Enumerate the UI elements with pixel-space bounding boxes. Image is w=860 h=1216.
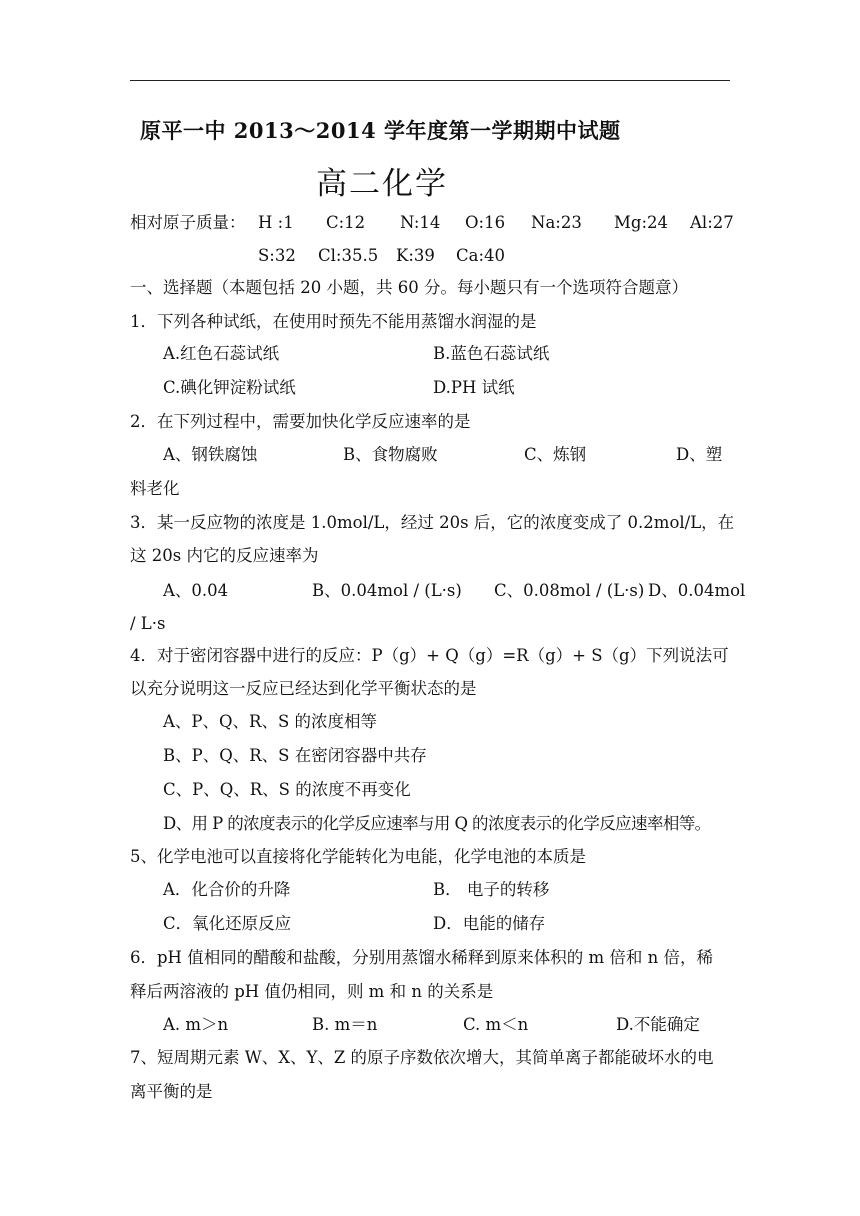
question-stem: 离平衡的是 (130, 1082, 213, 1101)
question-stem: 以充分说明这一反应已经达到化学平衡状态的是 (130, 679, 477, 698)
atomic-mass: Na:23 (531, 213, 582, 232)
atomic-masses-label: 相对原子质量： (130, 213, 246, 232)
question-option: C. m＜n (463, 1015, 529, 1034)
question-option: B、0.04mol / (L·s) (312, 581, 462, 600)
question-option: D、用 P 的浓度表示的化学反应速率与用 Q 的浓度表示的化学反应速率相等。 (163, 814, 711, 833)
atomic-mass: H :1 (258, 213, 294, 232)
atomic-mass: Al:27 (690, 213, 734, 232)
section-heading: 一、选择题（本题包括 20 小题，共 60 分。每小题只有一个选项符合题意） (130, 278, 688, 297)
question-stem: 2．在下列过程中，需要加快化学反应速率的是 (130, 412, 471, 431)
atomic-mass: O:16 (465, 213, 506, 232)
question-option: A、0.04 (163, 581, 229, 600)
question-option: A、P、Q、R、S 的浓度相等 (163, 712, 378, 731)
question-stem: 释后两溶液的 pH 值仍相同，则 m 和 n 的关系是 (130, 982, 494, 1001)
atomic-mass: S:32 (258, 246, 296, 265)
question-stem: 这 20s 内它的反应速率为 (130, 546, 319, 565)
question-option: D、0.04mol (648, 581, 746, 600)
question-option: C、0.08mol / (L·s) (494, 581, 645, 600)
question-stem: 4．对于密闭容器中进行的反应：P（g）+ Q（g）=R（g）+ S（g）下列说法可 (130, 646, 729, 665)
question-option: D.不能确定 (616, 1015, 700, 1034)
question-option: C．氧化还原反应 (163, 914, 292, 933)
question-option: B. m＝n (312, 1015, 378, 1034)
option-continuation: / L·s (130, 614, 166, 633)
question-stem: 5、化学电池可以直接将化学能转化为电能，化学电池的本质是 (130, 847, 586, 866)
question-option: C.碘化钾淀粉试纸 (163, 378, 296, 397)
exam-subtitle: 高二化学 (316, 166, 448, 202)
question-stem: 3．某一反应物的浓度是 1.0mol/L，经过 20s 后，它的浓度变成了 0.2mol/L，在 (130, 513, 735, 532)
atomic-mass: C:12 (326, 213, 366, 232)
question-option: B、食物腐败 (343, 445, 438, 464)
question-option: A.红色石蕊试纸 (163, 344, 280, 363)
question-stem: 7、短周期元素 W、X、Y、Z 的原子序数依次增大，其简单离子都能破坏水的电 (130, 1048, 714, 1067)
question-option: D．电能的储存 (433, 914, 546, 933)
atomic-mass: K:39 (396, 246, 435, 265)
atomic-mass: N:14 (400, 213, 441, 232)
question-option: A. m＞n (163, 1015, 229, 1034)
header-rule (130, 80, 730, 81)
question-option: D、塑 (676, 445, 723, 464)
atomic-mass: Ca:40 (456, 246, 506, 265)
question-option: C、P、Q、R、S 的浓度不再变化 (163, 780, 411, 799)
question-option: C、炼钢 (524, 445, 587, 464)
exam-title: 原平一中 2013～2014 学年度第一学期期中试题 (140, 118, 621, 143)
question-option: B、P、Q、R、S 在密闭容器中共存 (163, 746, 427, 765)
question-stem: 1．下列各种试纸，在使用时预先不能用蒸馏水润湿的是 (130, 312, 537, 331)
question-option: A、钢铁腐蚀 (163, 445, 258, 464)
atomic-mass: Cl:35.5 (318, 246, 379, 265)
question-option: D.PH 试纸 (433, 378, 515, 397)
atomic-mass: Mg:24 (614, 213, 669, 232)
question-stem: 6．pH 值相同的醋酸和盐酸，分别用蒸馏水稀释到原来体积的 m 倍和 n 倍，稀 (130, 948, 713, 967)
question-option: B． 电子的转移 (433, 880, 550, 899)
question-option: B.蓝色石蕊试纸 (433, 344, 550, 363)
option-continuation: 料老化 (130, 479, 180, 498)
question-option: A．化合价的升降 (163, 880, 291, 899)
